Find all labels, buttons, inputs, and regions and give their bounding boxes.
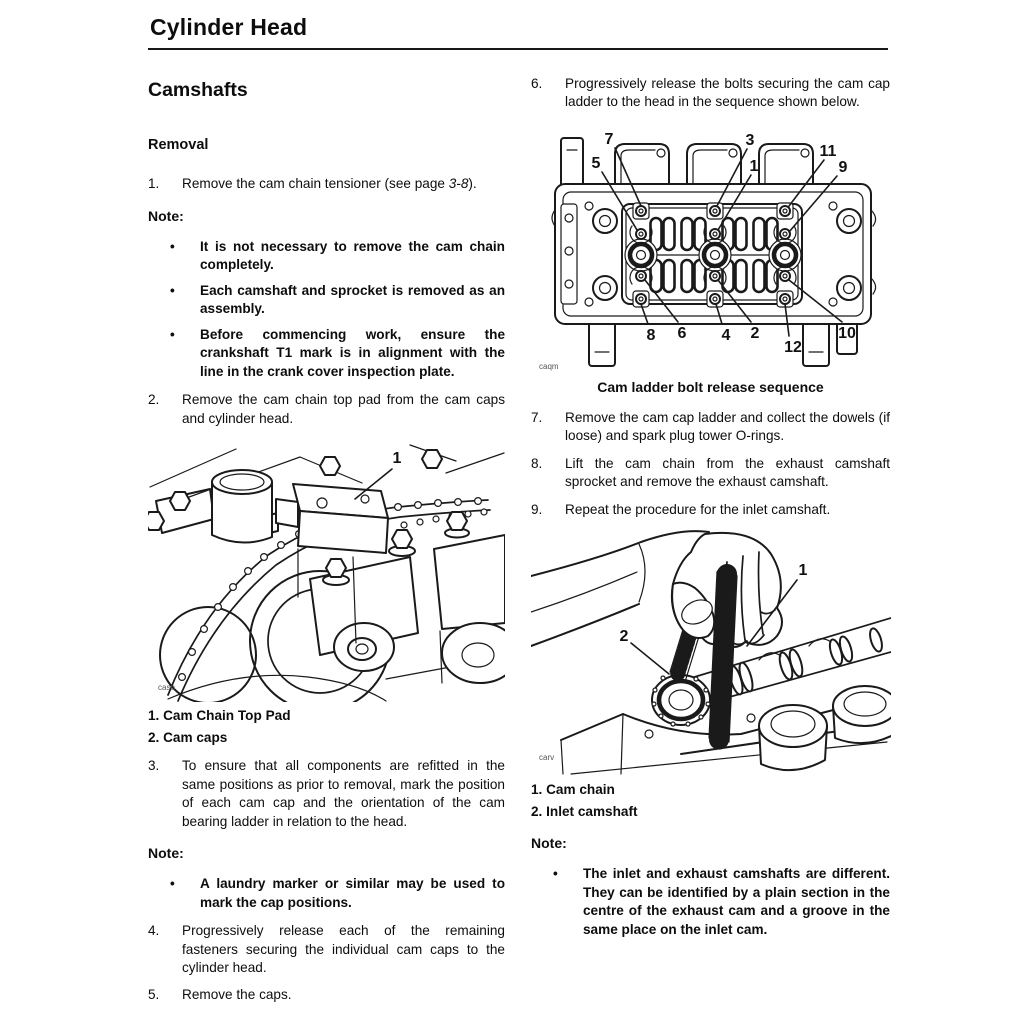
step-number: 7. <box>531 410 543 425</box>
step-5 <box>148 986 505 1004</box>
bullet-icon: • <box>170 326 175 342</box>
figure-bolt-sequence <box>537 126 890 374</box>
note-label: Note: <box>148 207 184 224</box>
note-bullet <box>148 875 505 912</box>
note-bullet <box>148 326 505 381</box>
callout-bolt-2: 2 <box>750 324 760 342</box>
note-bullet-text: The inlet and exhaust camshafts are different. They can be identified by a plain section in the centre of the exhaust cam and a groove in the same place on the inlet cam. <box>583 866 890 937</box>
bullet-icon: • <box>170 238 175 254</box>
callout-bolt-7: 7 <box>604 130 614 148</box>
step-text: Remove the cam cap ladder and collect the dowels (if loose) and spark plug tower O-rings. <box>565 410 890 444</box>
callout-1: 1 <box>392 450 402 468</box>
step-text: To ensure that all components are refitted in the same positions as prior to removal, mark the position of each cam cap and the orientation of the cam bearing ladder in relation to the head. <box>182 758 505 829</box>
callout-bolt-4: 4 <box>721 326 731 344</box>
bolt-sequence-illustration <box>537 126 887 374</box>
step-text: Progressively release each of the remaining fasteners securing the individual cam caps to the cylinder head. <box>182 923 505 975</box>
callout-bolt-9: 9 <box>838 158 848 176</box>
caption-line: 2. Inlet camshaft <box>531 803 638 819</box>
step-number: 2. <box>148 392 160 408</box>
hex-bolt <box>170 492 190 510</box>
bullet-icon: • <box>170 876 175 892</box>
figure-cam-chain-top-pad <box>148 437 505 702</box>
step-number: 4. <box>148 923 160 939</box>
step-9 <box>531 501 890 519</box>
step-text: Remove the cam chain top pad from the cam caps and cylinder head. <box>182 392 505 426</box>
title-rule <box>148 48 888 50</box>
callout-bolt-11: 11 <box>819 142 837 160</box>
step-number: 8. <box>531 455 543 471</box>
subsection-heading: Removal <box>148 136 209 153</box>
left-column <box>148 75 505 1014</box>
step-1 <box>148 175 505 193</box>
figure-captions <box>531 781 890 821</box>
note-bullet-text: Each camshaft and sprocket is removed as an assembly. <box>200 282 505 317</box>
step-number: 9. <box>531 501 543 517</box>
callout-1: 1 <box>798 562 808 580</box>
spark-plug-bores <box>759 686 891 770</box>
page-title: Cylinder Head <box>150 14 308 40</box>
note-bullet-text: Before commencing work, ensure the crankshaft T1 mark is in alignment with the line in the crank cover inspection plate. <box>200 326 505 379</box>
step-text: Remove the caps. <box>182 987 292 1003</box>
caption-line: 1. Cam Chain Top Pad <box>148 708 291 724</box>
callout-bolt-12: 12 <box>784 338 802 356</box>
step-text: Progressively release the bolts securing the cam cap ladder to the head in the sequence shown below. <box>565 76 890 110</box>
step-text: Lift the cam chain from the exhaust camshaft sprocket and remove the exhaust camshaft. <box>565 455 890 490</box>
callout-bolt-8: 8 <box>646 326 656 344</box>
callout-2: 2 <box>619 628 629 646</box>
callout-bolt-5: 5 <box>591 154 601 172</box>
figure-code: caqm <box>539 361 559 371</box>
cam-cap <box>434 535 505 629</box>
figure-camshaft-removal <box>531 528 890 776</box>
figure-code: caso <box>158 683 175 693</box>
step-number: 6. <box>531 76 543 91</box>
hex-bolt <box>148 512 164 530</box>
hex-bolt <box>392 530 412 548</box>
hex-bolt <box>422 450 442 468</box>
note-bullet-text: A laundry marker or similar may be used to mark the cap positions. <box>200 876 505 910</box>
note-bullet <box>531 865 890 939</box>
camshaft-removal-illustration <box>531 528 891 776</box>
step-text: Repeat the procedure for the inlet camshaft. <box>565 501 831 517</box>
bullet-icon: • <box>553 866 558 882</box>
note-bullet-text: It is not necessary to remove the cam chain completely. <box>200 238 505 273</box>
step-6 <box>531 75 890 112</box>
step-number: 3. <box>148 758 160 774</box>
step-2 <box>148 391 505 428</box>
callout-leader <box>631 643 669 674</box>
caption-line: 2. Cam caps <box>148 729 228 745</box>
two-column-layout <box>148 75 892 1014</box>
spark-plug-towers <box>625 239 801 271</box>
hex-bolt <box>326 559 346 577</box>
note-label: Note: <box>531 835 567 852</box>
callout-bolt-6: 6 <box>677 324 687 342</box>
caption-line: 1. Cam chain <box>531 782 615 798</box>
figure-caption: Cam ladder bolt release sequence <box>597 378 824 395</box>
figure-code: carv <box>539 753 555 763</box>
note-bullet <box>148 238 505 275</box>
step-number: 5. <box>148 987 160 1003</box>
step-8 <box>531 455 890 492</box>
section-heading: Camshafts <box>148 79 248 101</box>
right-column <box>531 75 890 1014</box>
hex-bolt <box>320 457 340 475</box>
step-text-pre: Remove the cam chain tensioner (see page <box>182 176 449 192</box>
callout-bolt-1: 1 <box>749 157 759 175</box>
cam-chain-top-pad-illustration <box>148 437 505 702</box>
step-text <box>182 175 477 193</box>
note-bullet <box>148 282 505 319</box>
step-4 <box>148 922 505 977</box>
step-number: 1. <box>148 176 160 192</box>
page-reference: 3-8 <box>448 176 469 192</box>
hex-bolt <box>447 512 467 530</box>
callout-bolt-3: 3 <box>745 131 755 149</box>
step-7 <box>531 409 890 446</box>
step-text-post: ). <box>468 176 477 192</box>
step-3 <box>148 757 505 831</box>
note-label: Note: <box>148 845 184 862</box>
callout-bolt-10: 10 <box>838 324 856 342</box>
figure-captions <box>148 707 505 747</box>
bullet-icon: • <box>170 282 175 298</box>
